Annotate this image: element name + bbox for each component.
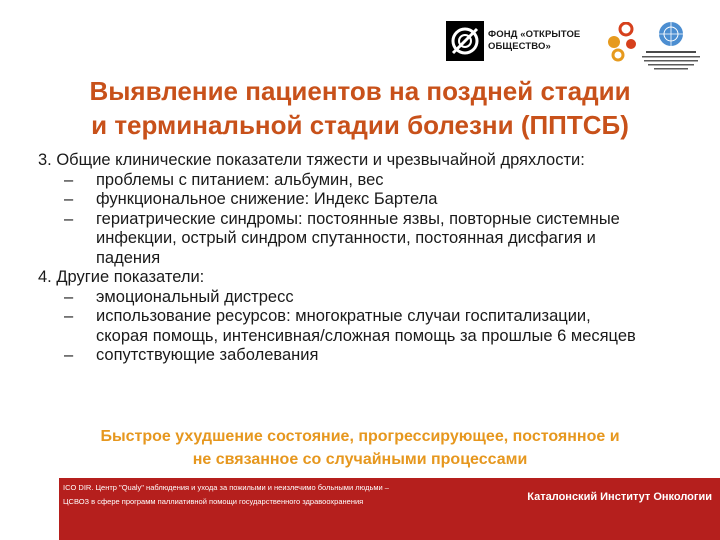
list-item: – эмоциональный дистресс <box>64 287 294 306</box>
open-society-emblem-icon <box>446 21 484 61</box>
list-item: – сопутствующие заболевания <box>64 346 319 364</box>
footer-institute-name: Каталонский Институт Онкологии <box>527 491 712 503</box>
title-line: и терминальной стадии болезни (ППТСБ) <box>91 110 629 140</box>
list-item: – использование ресурсов: многократные случаи госпитализации, скорая помощь, интенсивная/сложная помощь за прошлые 6 месяцев <box>64 307 636 345</box>
footer-caption: ICO DIR. Центр "Qualy" наблюдения и ухода за пожилыми и неизлечимо больными людьми – ЦСВОЗ в сфере программ паллиативной помощи государственного здравоохранения <box>63 483 389 506</box>
section-3-heading: 3. Общие клинические показатели тяжести и чрезвычайной дряхлости: <box>38 151 585 169</box>
open-society-logo <box>446 18 606 64</box>
slide-body <box>38 151 698 366</box>
un-emblem-icon <box>640 18 702 80</box>
footer-bar <box>59 478 720 540</box>
list-item: – функциональное снижение: Индекс Бартела <box>64 190 438 208</box>
open-society-logo-text: ФОНД «ОТКРЫТОЕ ОБЩЕСТВО» <box>488 29 581 52</box>
list-item: – проблемы с питанием: альбумин, вес <box>64 170 384 189</box>
list-item: – гериатрические синдромы: постоянные язвы, повторные системные инфекции, острый синдром спутанности, постоянная дисфагия и падения <box>64 209 620 267</box>
partner-dots-logo-icon <box>606 22 640 62</box>
conclusion-text: Быстрое ухудшение состояние, прогрессирующее, постоянное и не связанное со случайными процессами <box>100 428 620 468</box>
title-line: Выявление пациентов на поздней стадии <box>89 76 631 106</box>
slide-title <box>20 74 700 142</box>
section-4-heading: 4. Другие показатели: <box>38 268 205 286</box>
